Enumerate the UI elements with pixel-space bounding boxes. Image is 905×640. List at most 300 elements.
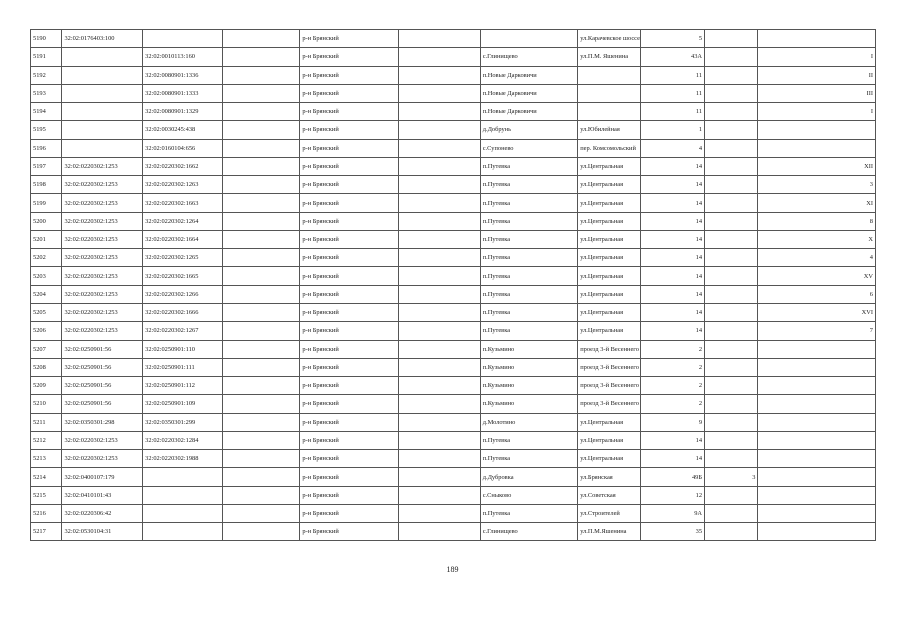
district-cell: р-н Брянский [300,157,399,175]
district-cell: р-н Брянский [300,431,399,449]
building-number-cell [705,84,758,102]
house-number-cell: 14 [641,450,705,468]
object-cadastral-number-cell: 32:02:0250901:112 [143,377,223,395]
record-number-cell: 5210 [31,395,62,413]
district-cell: р-н Брянский [300,285,399,303]
building-number-cell [705,230,758,248]
empty-cell [222,176,300,194]
building-number-cell [705,377,758,395]
premises-number-cell: X [758,230,876,248]
premises-number-cell: III [758,84,876,102]
district-cell: р-н Брянский [300,139,399,157]
locality-cell: п.Новые Дарковичи [480,84,577,102]
record-number-cell: 5212 [31,431,62,449]
premises-number-cell: 8 [758,212,876,230]
parcel-cadastral-number-cell [62,84,143,102]
building-number-cell [705,285,758,303]
empty-cell [398,395,480,413]
district-cell: р-н Брянский [300,468,399,486]
object-cadastral-number-cell: 32:02:0160104:656 [143,139,223,157]
property-registry-table [30,29,876,541]
table-row [31,322,876,340]
object-cadastral-number-cell: 32:02:0080901:1329 [143,103,223,121]
object-cadastral-number-cell: 32:02:0220302:1664 [143,230,223,248]
table-row [31,285,876,303]
locality-cell: п.Путевка [480,504,577,522]
premises-number-cell: XVI [758,303,876,321]
building-number-cell [705,30,758,48]
premises-number-cell [758,450,876,468]
record-number-cell: 5198 [31,176,62,194]
record-number-cell: 5213 [31,450,62,468]
object-cadastral-number-cell [143,486,223,504]
empty-cell [222,504,300,522]
street-cell: ул.Центральная [578,431,641,449]
empty-cell [222,30,300,48]
street-cell: ул.Строителей [578,504,641,522]
district-cell: р-н Брянский [300,48,399,66]
house-number-cell: 14 [641,157,705,175]
street-cell: ул.Центральная [578,322,641,340]
premises-number-cell [758,377,876,395]
parcel-cadastral-number-cell: 32:02:0220302:1253 [62,322,143,340]
record-number-cell: 5216 [31,504,62,522]
premises-number-cell: 4 [758,249,876,267]
house-number-cell: 14 [641,431,705,449]
street-cell: ул.Центральная [578,194,641,212]
district-cell: р-н Брянский [300,194,399,212]
house-number-cell: 43А [641,48,705,66]
street-cell: ул.Центральная [578,176,641,194]
object-cadastral-number-cell [143,468,223,486]
parcel-cadastral-number-cell: 32:02:0220302:1253 [62,285,143,303]
parcel-cadastral-number-cell: 32:02:0220302:1253 [62,450,143,468]
empty-cell [222,340,300,358]
locality-cell: п.Новые Дарковичи [480,66,577,84]
record-number-cell: 5215 [31,486,62,504]
building-number-cell [705,450,758,468]
empty-cell [222,523,300,541]
empty-cell [222,358,300,376]
record-number-cell: 5214 [31,468,62,486]
locality-cell: п.Путевка [480,157,577,175]
building-number-cell [705,267,758,285]
object-cadastral-number-cell: 32:02:0350301:299 [143,413,223,431]
object-cadastral-number-cell: 32:02:0220302:1663 [143,194,223,212]
locality-cell: с.Глинищево [480,48,577,66]
empty-cell [222,103,300,121]
table-row [31,66,876,84]
premises-number-cell [758,504,876,522]
parcel-cadastral-number-cell: 32:02:0400107:179 [62,468,143,486]
locality-cell: п.Путевка [480,212,577,230]
premises-number-cell [758,431,876,449]
empty-cell [398,103,480,121]
empty-cell [398,66,480,84]
street-cell: ул.Брянская [578,468,641,486]
record-number-cell: 5192 [31,66,62,84]
parcel-cadastral-number-cell [62,139,143,157]
locality-cell [480,30,577,48]
street-cell: ул.Центральная [578,413,641,431]
street-cell: проезд 3-й Весеннего [578,377,641,395]
building-number-cell [705,358,758,376]
locality-cell: п.Кузьмино [480,395,577,413]
street-cell: ул.Центральная [578,285,641,303]
building-number-cell [705,157,758,175]
house-number-cell: 14 [641,285,705,303]
house-number-cell: 14 [641,176,705,194]
empty-cell [222,322,300,340]
parcel-cadastral-number-cell: 32:02:0220302:1253 [62,431,143,449]
object-cadastral-number-cell: 32:02:0220302:1264 [143,212,223,230]
locality-cell: п.Кузьмино [480,340,577,358]
district-cell: р-н Брянский [300,230,399,248]
house-number-cell: 2 [641,358,705,376]
house-number-cell: 14 [641,322,705,340]
empty-cell [398,121,480,139]
house-number-cell: 11 [641,66,705,84]
empty-cell [222,194,300,212]
object-cadastral-number-cell: 32:02:0010113:160 [143,48,223,66]
empty-cell [398,30,480,48]
record-number-cell: 5217 [31,523,62,541]
record-number-cell: 5199 [31,194,62,212]
street-cell: проезд 3-й Весеннего [578,358,641,376]
house-number-cell: 14 [641,249,705,267]
parcel-cadastral-number-cell: 32:02:0250901:56 [62,377,143,395]
parcel-cadastral-number-cell: 32:02:0176403:100 [62,30,143,48]
object-cadastral-number-cell: 32:02:0250901:109 [143,395,223,413]
object-cadastral-number-cell: 32:02:0220302:1265 [143,249,223,267]
empty-cell [222,267,300,285]
premises-number-cell: 3 [758,176,876,194]
premises-number-cell [758,468,876,486]
street-cell: проезд 3-й Весеннего [578,395,641,413]
parcel-cadastral-number-cell: 32:02:0350301:298 [62,413,143,431]
district-cell: р-н Брянский [300,340,399,358]
empty-cell [398,212,480,230]
table-row [31,377,876,395]
building-number-cell [705,194,758,212]
record-number-cell: 5191 [31,48,62,66]
building-number-cell [705,486,758,504]
record-number-cell: 5209 [31,377,62,395]
premises-number-cell: 6 [758,285,876,303]
street-cell: ул.Центральная [578,249,641,267]
premises-number-cell: I [758,103,876,121]
record-number-cell: 5194 [31,103,62,121]
premises-number-cell [758,139,876,157]
street-cell: ул.Центральная [578,212,641,230]
empty-cell [222,468,300,486]
district-cell: р-н Брянский [300,523,399,541]
empty-cell [398,194,480,212]
empty-cell [398,431,480,449]
street-cell: пер. Комсомольский [578,139,641,157]
table-row [31,30,876,48]
street-cell: ул.Центральная [578,230,641,248]
empty-cell [222,450,300,468]
street-cell: ул.Карачевское шоссе [578,30,641,48]
parcel-cadastral-number-cell: 32:02:0250901:56 [62,395,143,413]
parcel-cadastral-number-cell: 32:02:0250901:56 [62,340,143,358]
parcel-cadastral-number-cell: 32:02:0220306:42 [62,504,143,522]
empty-cell [398,486,480,504]
building-number-cell [705,322,758,340]
object-cadastral-number-cell [143,523,223,541]
premises-number-cell [758,30,876,48]
locality-cell: с.Сныково [480,486,577,504]
house-number-cell: 12 [641,486,705,504]
object-cadastral-number-cell: 32:02:0220302:1665 [143,267,223,285]
object-cadastral-number-cell: 32:02:0250901:110 [143,340,223,358]
district-cell: р-н Брянский [300,504,399,522]
building-number-cell [705,340,758,358]
district-cell: р-н Брянский [300,212,399,230]
table-row [31,431,876,449]
table-row [31,230,876,248]
premises-number-cell: I [758,48,876,66]
building-number-cell [705,504,758,522]
object-cadastral-number-cell: 32:02:0080901:1333 [143,84,223,102]
premises-number-cell: 7 [758,322,876,340]
district-cell: р-н Брянский [300,450,399,468]
locality-cell: с.Глинищево [480,523,577,541]
empty-cell [398,303,480,321]
district-cell: р-н Брянский [300,486,399,504]
house-number-cell: 4 [641,139,705,157]
house-number-cell: 14 [641,230,705,248]
table-row [31,267,876,285]
table-row [31,176,876,194]
table-row [31,194,876,212]
empty-cell [222,249,300,267]
table-row [31,450,876,468]
parcel-cadastral-number-cell: 32:02:0220302:1253 [62,249,143,267]
house-number-cell: 11 [641,103,705,121]
locality-cell: п.Путевка [480,285,577,303]
premises-number-cell [758,358,876,376]
table-row [31,157,876,175]
object-cadastral-number-cell: 32:02:0080901:1336 [143,66,223,84]
street-cell [578,84,641,102]
empty-cell [398,413,480,431]
table-row [31,358,876,376]
object-cadastral-number-cell: 32:02:0220302:1666 [143,303,223,321]
premises-number-cell: II [758,66,876,84]
empty-cell [398,176,480,194]
empty-cell [222,121,300,139]
table-row [31,523,876,541]
district-cell: р-н Брянский [300,66,399,84]
parcel-cadastral-number-cell: 32:02:0410101:43 [62,486,143,504]
locality-cell: п.Новые Дарковичи [480,103,577,121]
house-number-cell: 1 [641,121,705,139]
premises-number-cell [758,523,876,541]
empty-cell [222,230,300,248]
parcel-cadastral-number-cell: 32:02:0220302:1253 [62,212,143,230]
locality-cell: п.Путевка [480,303,577,321]
empty-cell [222,212,300,230]
building-number-cell [705,66,758,84]
parcel-cadastral-number-cell: 32:02:0530104:31 [62,523,143,541]
parcel-cadastral-number-cell: 32:02:0250901:56 [62,358,143,376]
object-cadastral-number-cell: 32:02:0220302:1662 [143,157,223,175]
parcel-cadastral-number-cell: 32:02:0220302:1253 [62,157,143,175]
building-number-cell [705,303,758,321]
empty-cell [222,66,300,84]
locality-cell: п.Путевка [480,322,577,340]
parcel-cadastral-number-cell: 32:02:0220302:1253 [62,194,143,212]
district-cell: р-н Брянский [300,249,399,267]
parcel-cadastral-number-cell: 32:02:0220302:1253 [62,303,143,321]
record-number-cell: 5206 [31,322,62,340]
table-row [31,139,876,157]
record-number-cell: 5200 [31,212,62,230]
table-row [31,249,876,267]
parcel-cadastral-number-cell [62,66,143,84]
house-number-cell: 14 [641,194,705,212]
locality-cell: п.Кузьмино [480,358,577,376]
house-number-cell: 14 [641,303,705,321]
empty-cell [222,48,300,66]
record-number-cell: 5193 [31,84,62,102]
object-cadastral-number-cell: 32:02:0030245:438 [143,121,223,139]
locality-cell: д.Дубровка [480,468,577,486]
locality-cell: п.Кузьмино [480,377,577,395]
record-number-cell: 5201 [31,230,62,248]
empty-cell [398,504,480,522]
district-cell: р-н Брянский [300,84,399,102]
table-row [31,340,876,358]
premises-number-cell [758,340,876,358]
empty-cell [398,322,480,340]
locality-cell: п.Путевка [480,194,577,212]
table-row [31,468,876,486]
empty-cell [222,285,300,303]
record-number-cell: 5204 [31,285,62,303]
premises-number-cell: XI [758,194,876,212]
street-cell: проезд 3-й Весеннего [578,340,641,358]
district-cell: р-н Брянский [300,103,399,121]
page-number: 189 [446,565,459,574]
district-cell: р-н Брянский [300,267,399,285]
empty-cell [222,395,300,413]
premises-number-cell [758,413,876,431]
street-cell: ул.Советская [578,486,641,504]
building-number-cell [705,103,758,121]
object-cadastral-number-cell: 32:02:0220302:1267 [143,322,223,340]
house-number-cell: 2 [641,377,705,395]
empty-cell [222,413,300,431]
empty-cell [398,230,480,248]
record-number-cell: 5196 [31,139,62,157]
record-number-cell: 5195 [31,121,62,139]
empty-cell [398,139,480,157]
house-number-cell: 2 [641,340,705,358]
building-number-cell [705,121,758,139]
empty-cell [222,303,300,321]
district-cell: р-н Брянский [300,377,399,395]
record-number-cell: 5205 [31,303,62,321]
street-cell: ул.Юбилейная [578,121,641,139]
record-number-cell: 5190 [31,30,62,48]
premises-number-cell: XII [758,157,876,175]
table-row [31,48,876,66]
table-body [31,30,876,541]
street-cell: ул.Центральная [578,267,641,285]
object-cadastral-number-cell: 32:02:0250901:111 [143,358,223,376]
premises-number-cell [758,121,876,139]
table-row [31,413,876,431]
district-cell: р-н Брянский [300,395,399,413]
parcel-cadastral-number-cell: 32:02:0220302:1253 [62,230,143,248]
building-number-cell [705,395,758,413]
street-cell: ул.Центральная [578,303,641,321]
empty-cell [222,377,300,395]
district-cell: р-н Брянский [300,413,399,431]
parcel-cadastral-number-cell [62,103,143,121]
empty-cell [398,249,480,267]
record-number-cell: 5207 [31,340,62,358]
locality-cell: д.Добрунь [480,121,577,139]
district-cell: р-н Брянский [300,30,399,48]
object-cadastral-number-cell: 32:02:0220302:1263 [143,176,223,194]
locality-cell: п.Путевка [480,176,577,194]
table-row [31,121,876,139]
locality-cell: п.Путевка [480,450,577,468]
house-number-cell: 14 [641,212,705,230]
record-number-cell: 5211 [31,413,62,431]
district-cell: р-н Брянский [300,322,399,340]
empty-cell [222,431,300,449]
street-cell: ул.Центральная [578,450,641,468]
empty-cell [398,84,480,102]
table-row [31,303,876,321]
street-cell: ул.П.М.Яшенина [578,523,641,541]
locality-cell: п.Путевка [480,230,577,248]
empty-cell [222,84,300,102]
empty-cell [222,139,300,157]
object-cadastral-number-cell [143,30,223,48]
building-number-cell [705,249,758,267]
house-number-cell: 9 [641,413,705,431]
district-cell: р-н Брянский [300,176,399,194]
record-number-cell: 5208 [31,358,62,376]
parcel-cadastral-number-cell [62,121,143,139]
record-number-cell: 5197 [31,157,62,175]
empty-cell [398,450,480,468]
empty-cell [398,267,480,285]
empty-cell [398,377,480,395]
empty-cell [398,358,480,376]
object-cadastral-number-cell: 32:02:0220302:1988 [143,450,223,468]
empty-cell [398,523,480,541]
house-number-cell: 35 [641,523,705,541]
table-row [31,486,876,504]
parcel-cadastral-number-cell: 32:02:0220302:1253 [62,176,143,194]
house-number-cell: 14 [641,267,705,285]
locality-cell: п.Путевка [480,431,577,449]
locality-cell: с.Супонево [480,139,577,157]
building-number-cell [705,212,758,230]
house-number-cell: 9А [641,504,705,522]
locality-cell: п.Путевка [480,249,577,267]
street-cell: ул.Центральная [578,157,641,175]
empty-cell [398,468,480,486]
empty-cell [222,486,300,504]
